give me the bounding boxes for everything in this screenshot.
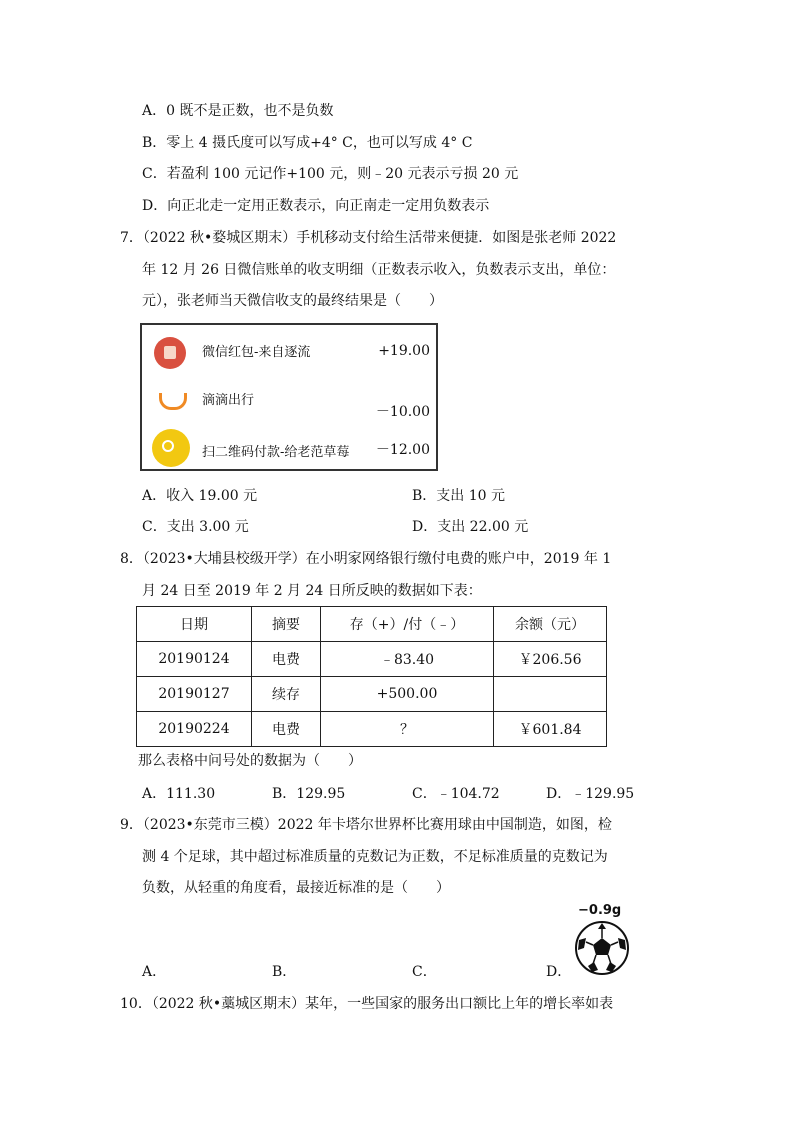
q6-option-b: B．零上 4 摄氏度可以写成+4° C，也可以写成 4° C [142,135,473,151]
table-cell: 电费 [252,712,321,747]
ball-d-label: −0.9g [578,903,622,918]
didi-icon [159,393,187,410]
q10-stem-line1: 10．（2022 秋•藁城区期末）某年，一些国家的服务出口额比上年的增长率如表 [120,996,614,1012]
q6-option-a: A．0 既不是正数，也不是负数 [142,103,334,119]
red-packet-icon [154,337,186,369]
table-cell: ？ [321,712,494,747]
q8-option-c: C．﹣104.72 [412,786,500,802]
q6-option-d: D．向正北走一定用正数表示，向正南走一定用负数表示 [142,198,490,214]
bill-row [142,429,436,465]
q8-option-a: A．111.30 [142,786,216,802]
q9-option-d: D． [546,964,572,980]
table-cell: ￥601.84 [494,712,607,747]
q8-option-d: D．﹣129.95 [546,786,635,802]
table-header-row [137,607,607,642]
table-row [137,642,607,677]
q9-stem-line3: 负数，从轻重的角度看，最接近标准的是（ ） [142,880,450,896]
table-header: 余额（元） [494,607,607,642]
table-cell: ﹣83.40 [321,642,494,677]
table-cell: 20190124 [137,642,252,677]
bill-item-amount: －10.00 [375,404,430,420]
q8-stem-line1: 8．（2023•大埔县校级开学）在小明家网络银行缴付电费的账户中，2019 年 1 [120,551,612,567]
bill-item-amount: －12.00 [375,442,430,458]
bill-item-name: 扫二维码付款-给老范草莓 [202,445,350,460]
table-cell: 电费 [252,642,321,677]
q7-option-c: C．支出 3.00 元 [142,519,249,535]
bill-row [142,383,436,419]
bill-item-amount: +19.00 [378,343,430,359]
q9-stem-line2: 测 4 个足球，其中超过标准质量的克数记为正数，不足标准质量的克数记为 [142,849,608,865]
table-cell: 20190224 [137,712,252,747]
q7-stem-line1: 7．（2022 秋•婺城区期末）手机移动支付给生活带来便捷．如图是张老师 2022 [120,230,617,246]
table-row [137,712,607,747]
q9-option-c: C． [412,964,437,980]
q9-stem-line1: 9．（2023•东莞市三模）2022 年卡塔尔世界杯比赛用球由中国制造，如图，检 [120,817,612,833]
table-cell [494,677,607,712]
wechat-bill-figure [140,323,438,471]
q9-option-b: B． [272,964,297,980]
q7-option-b: B．支出 10 元 [412,488,506,504]
table-row [137,677,607,712]
bill-item-name: 滴滴出行 [202,393,255,408]
q7-option-a: A．收入 19.00 元 [142,488,258,504]
q8-stem-line2: 月 24 日至 2019 年 2 月 24 日所反映的数据如下表： [142,583,482,599]
table-cell: 20190127 [137,677,252,712]
electricity-table [136,606,607,747]
table-cell: ￥206.56 [494,642,607,677]
money-bag-icon [152,429,190,467]
q7-stem-line2: 年 12 月 26 日微信账单的收支明细（正数表示收入，负数表示支出，单位： [142,262,616,278]
table-header: 日期 [137,607,252,642]
table-cell: 续存 [252,677,321,712]
soccer-ball-icon [574,920,630,976]
q7-option-d: D．支出 22.00 元 [412,519,529,535]
table-cell: +500.00 [321,677,494,712]
bill-row [142,335,436,371]
q7-stem-line3: 元），张老师当天微信收支的最终结果是（ ） [142,293,443,309]
q9-option-a: A． [142,964,167,980]
bill-item-name: 微信红包-来自逐流 [202,345,311,360]
table-header: 摘要 [252,607,321,642]
q6-option-c: C．若盈利 100 元记作+100 元，则﹣20 元表示亏损 20 元 [142,166,519,182]
q8-option-b: B．129.95 [272,786,346,802]
table-header: 存（+）/付（﹣） [321,607,494,642]
q8-prompt: 那么表格中问号处的数据为（ ） [138,753,362,769]
